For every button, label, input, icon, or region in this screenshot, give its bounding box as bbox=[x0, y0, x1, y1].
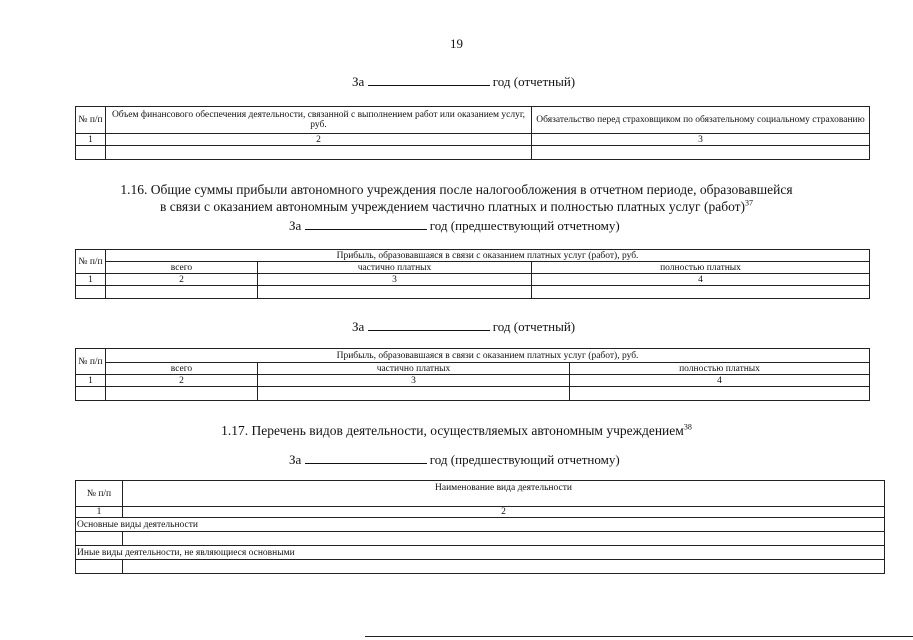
main-activities-row: Основные виды деятельности bbox=[76, 518, 885, 532]
footnote-ref: 38 bbox=[683, 422, 692, 432]
empty-cell bbox=[76, 532, 123, 546]
index-cell: 2 bbox=[106, 134, 532, 146]
empty-cell bbox=[532, 286, 870, 299]
heading-suffix: год (предшествующий отчетному) bbox=[429, 218, 620, 233]
empty-cell bbox=[570, 387, 870, 401]
index-cell: 1 bbox=[76, 507, 123, 518]
empty-cell bbox=[76, 387, 106, 401]
col-header-full: полностью платных bbox=[532, 262, 870, 274]
col-header-insurance: Обязательство перед страховщиком по обязательному социальному страхованию bbox=[532, 107, 870, 134]
heading-prefix: За bbox=[289, 218, 302, 233]
page-number: 19 bbox=[450, 36, 463, 51]
col-header-financing: Объем финансового обеспечения деятельности, связанной с выполнением работ или оказанием услуг, руб. bbox=[106, 107, 532, 134]
heading-reporting-year-2 bbox=[352, 319, 575, 335]
empty-cell bbox=[123, 560, 885, 574]
col-header-full: полностью платных bbox=[570, 363, 870, 375]
empty-cell bbox=[532, 146, 870, 160]
col-header-num: № п/п bbox=[76, 349, 106, 375]
index-cell: 3 bbox=[532, 134, 870, 146]
index-cell: 1 bbox=[76, 274, 106, 286]
empty-cell bbox=[76, 146, 106, 160]
section-117-text: 1.17. Перечень видов деятельности, осуществляемых автономным учреждением bbox=[221, 423, 684, 438]
index-cell: 4 bbox=[532, 274, 870, 286]
heading-prefix: За bbox=[289, 452, 302, 467]
heading-suffix: год (отчетный) bbox=[492, 74, 576, 89]
col-header-partial: частично платных bbox=[258, 363, 570, 375]
index-cell: 4 bbox=[570, 375, 870, 387]
empty-cell bbox=[106, 387, 258, 401]
col-header-partial: частично платных bbox=[258, 262, 532, 274]
section-116-line2: в связи с оказанием автономным учреждением частично платных и полностью платных услуг (работ) bbox=[159, 199, 746, 214]
heading-previous-year-1 bbox=[289, 218, 620, 234]
year-blank-line bbox=[368, 329, 490, 331]
year-blank-line bbox=[305, 462, 427, 464]
insurance-table bbox=[75, 106, 870, 160]
section-116-line1: 1.16. Общие суммы прибыли автономного учреждения после налогообложения в отчетном периоде, образовавшейся bbox=[120, 182, 793, 197]
col-header-profit: Прибыль, образовавшаяся в связи с оказанием платных услуг (работ), руб. bbox=[106, 250, 870, 262]
heading-prefix: За bbox=[352, 319, 365, 334]
col-header-activity-name: Наименование вида деятельности bbox=[123, 481, 885, 507]
col-header-num: № п/п bbox=[76, 107, 106, 134]
activity-table bbox=[75, 480, 885, 574]
col-header-total: всего bbox=[106, 363, 258, 375]
profit-table-previous bbox=[75, 249, 870, 299]
footnote-ref: 37 bbox=[745, 198, 754, 208]
col-header-total: всего bbox=[106, 262, 258, 274]
heading-reporting-year-1 bbox=[352, 74, 575, 90]
other-activities-row: Иные виды деятельности, не являющиеся основными bbox=[76, 546, 885, 560]
index-cell: 2 bbox=[106, 274, 258, 286]
empty-cell bbox=[106, 286, 258, 299]
col-header-profit: Прибыль, образовавшаяся в связи с оказанием платных услуг (работ), руб. bbox=[106, 349, 870, 363]
col-header-num: № п/п bbox=[76, 481, 123, 507]
index-cell: 1 bbox=[76, 375, 106, 387]
index-cell: 1 bbox=[76, 134, 106, 146]
empty-cell bbox=[106, 146, 532, 160]
index-cell: 3 bbox=[258, 274, 532, 286]
footnote-separator-line bbox=[365, 636, 913, 637]
year-blank-line bbox=[305, 228, 427, 230]
empty-cell bbox=[258, 387, 570, 401]
empty-cell bbox=[258, 286, 532, 299]
heading-previous-year-2 bbox=[289, 452, 620, 468]
index-cell: 2 bbox=[123, 507, 885, 518]
empty-cell bbox=[76, 286, 106, 299]
section-116-title bbox=[40, 181, 873, 215]
col-header-num: № п/п bbox=[76, 250, 106, 274]
heading-prefix: За bbox=[352, 74, 365, 89]
profit-table-reporting bbox=[75, 348, 870, 401]
heading-suffix: год (отчетный) bbox=[492, 319, 576, 334]
year-blank-line bbox=[368, 84, 490, 86]
section-117-title bbox=[0, 422, 913, 439]
empty-cell bbox=[123, 532, 885, 546]
index-cell: 2 bbox=[106, 375, 258, 387]
index-cell: 3 bbox=[258, 375, 570, 387]
heading-suffix: год (предшествующий отчетному) bbox=[429, 452, 620, 467]
empty-cell bbox=[76, 560, 123, 574]
